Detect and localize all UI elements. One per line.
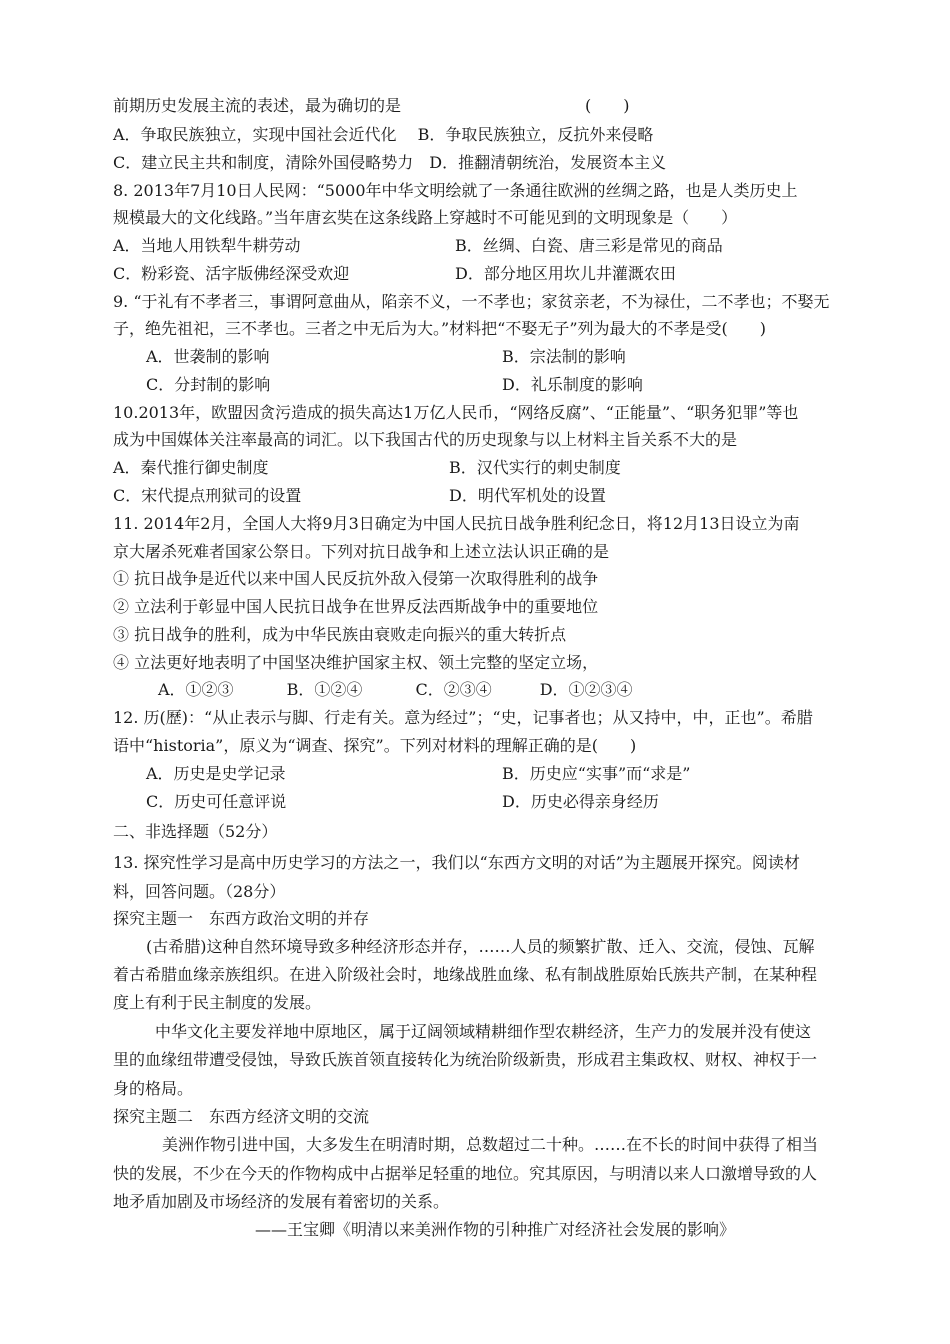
q11-statement-4: ④ 立法更好地表明了中国坚决维护国家主权、领土完整的坚定立场， (113, 653, 599, 672)
q9-option-c: C．分封制的影响 (146, 375, 271, 394)
q8-option-c: C．粉彩瓷、活字版佛经深受欢迎 (113, 264, 350, 283)
q10-option-b: B．汉代实行的刺史制度 (449, 458, 621, 477)
q12-option-a: A．历史是史学记录 (146, 764, 286, 783)
q9-option-d: D．礼乐制度的影响 (502, 375, 643, 394)
q13-material-3-line2: 快的发展，不少在今天的作物构成中占据举足轻重的地位。究其原因，与明清以来人口激增导致的人 (113, 1164, 818, 1183)
q10-option-c: C．宋代提点刑狱司的设置 (113, 486, 302, 505)
q13-material-2-line1: 中华文化主要发祥地中原地区，属于辽阔领域精耕细作型农耕经济，生产力的发展并没有使这 (155, 1022, 812, 1041)
q7-stem-tail: 前期历史发展主流的表述，最为确切的是 (113, 96, 402, 115)
q12-option-d: D．历史必得亲身经历 (502, 792, 659, 811)
q12-option-c: C．历史可任意评说 (146, 792, 287, 811)
q9-option-a: A．世袭制的影响 (146, 347, 270, 366)
q13-material-2-line2: 里的血缘纽带遭受侵蚀，导致氏族首领直接转化为统治阶级新贵，形成君主集政权、财权、神权于一 (113, 1050, 818, 1069)
q11-stem-line2: 京大屠杀死难者国家公祭日。下列对抗日战争和上述立法认识正确的是 (113, 542, 610, 561)
q9-option-b: B．宗法制的影响 (502, 347, 626, 366)
q13-material-2-line3: 身的格局。 (113, 1079, 194, 1098)
q11-statement-3: ③ 抗日战争的胜利，成为中华民族由衰败走向振兴的重大转折点 (113, 625, 567, 644)
q7-answer-paren: ( ) (585, 96, 630, 115)
q7-option-cd: C．建立民主共和制度，清除外国侵略势力 D．推翻清朝统治，发展资本主义 (113, 153, 667, 172)
q13-theme-1: 探究主题一 东西方政治文明的并存 (113, 909, 370, 928)
q8-stem-line2: 规模最大的文化线路。”当年唐玄奘在这条线路上穿越时不可能见到的文明现象是（ ） (113, 208, 738, 227)
q11-stem-line1: 11. 2014年2月，全国人大将9月3日确定为中国人民抗日战争胜利纪念日，将12月13日设立为南 (113, 514, 800, 533)
q13-material-1-line2: 着古希腊血缘亲族组织。在进入阶级社会时，地缘战胜血缘、私有制战胜原始氏族共产制，在某种程 (113, 965, 818, 984)
q8-option-b: B．丝绸、白瓷、唐三彩是常见的商品 (455, 236, 723, 255)
q12-stem-line2: 语中“historia”，原义为“调查、探究”。下列对材料的理解正确的是( ) (113, 736, 637, 755)
q10-stem-line1: 10.2013年，欧盟因贪污造成的损失高达1万亿人民币，“网络反腐”、“正能量”、“职务犯罪”等也 (113, 403, 799, 422)
q11-options: A．①②③ B．①②④ C．②③④ D．①②③④ (158, 680, 633, 699)
q12-stem-line1: 12. 历(歷)：“从止表示与脚、行走有关。意为经过”；“史，记事者也；从又持中，中，正也”。希腊 (113, 708, 813, 727)
q12-option-b: B．历史应“实事”而“求是” (502, 764, 691, 783)
q9-stem-line2: 子，绝先祖祀，三不孝也。三者之中无后为大。”材料把“不娶无子”列为最大的不孝是受( ) (113, 319, 767, 338)
q13-material-3-line1: 美洲作物引进中国，大多发生在明清时期，总数超过二十种。……在不长的时间中获得了相当 (162, 1135, 819, 1154)
q11-statement-2: ② 立法利于彰显中国人民抗日战争在世界反法西斯战争中的重要地位 (113, 597, 599, 616)
q13-stem-line1: 13. 探究性学习是高中历史学习的方法之一，我们以“东西方文明的对话”为主题展开探究。阅读材 (113, 853, 800, 872)
q8-option-a: A．当地人用铁犁牛耕劳动 (113, 236, 301, 255)
q13-material-3-source: ——王宝卿《明清以来美洲作物的引种推广对经济社会发展的影响》 (255, 1220, 736, 1239)
q13-theme-2: 探究主题二 东西方经济文明的交流 (113, 1107, 370, 1126)
q10-option-a: A．秦代推行御史制度 (113, 458, 269, 477)
q9-stem-line1: 9. “于礼有不孝者三，事谓阿意曲从，陷亲不义，一不孝也；家贫亲老，不为禄仕，二不孝也；不娶无 (113, 292, 830, 311)
q13-material-1-line3: 度上有利于民主制度的发展。 (113, 993, 322, 1012)
q13-material-3-line3: 地矛盾加剧及市场经济的发展有着密切的关系。 (113, 1192, 450, 1211)
q10-stem-line2: 成为中国媒体关注率最高的词汇。以下我国古代的历史现象与以上材料主旨关系不大的是 (113, 430, 738, 449)
section-heading: 二、非选择题（52分） (113, 822, 278, 841)
q11-statement-1: ① 抗日战争是近代以来中国人民反抗外敌入侵第一次取得胜利的战争 (113, 569, 599, 588)
q8-option-d: D．部分地区用坎儿井灌溉农田 (455, 264, 676, 283)
q7-option-ab: A．争取民族独立，实现中国社会近代化 B．争取民族独立，反抗外来侵略 (113, 125, 654, 144)
q8-stem-line1: 8. 2013年7月10日人民网：“5000年中华文明绘就了一条通往欧洲的丝绸之路，也是人类历史上 (113, 181, 798, 200)
q13-stem-line2: 料，回答问题。（28分） (113, 882, 286, 901)
q13-material-1-line1: (古希腊)这种自然环境导致多种经济形态并存，……人员的频繁扩散、迁入、交流，侵蚀、瓦解 (146, 937, 815, 956)
q10-option-d: D．明代军机处的设置 (449, 486, 606, 505)
